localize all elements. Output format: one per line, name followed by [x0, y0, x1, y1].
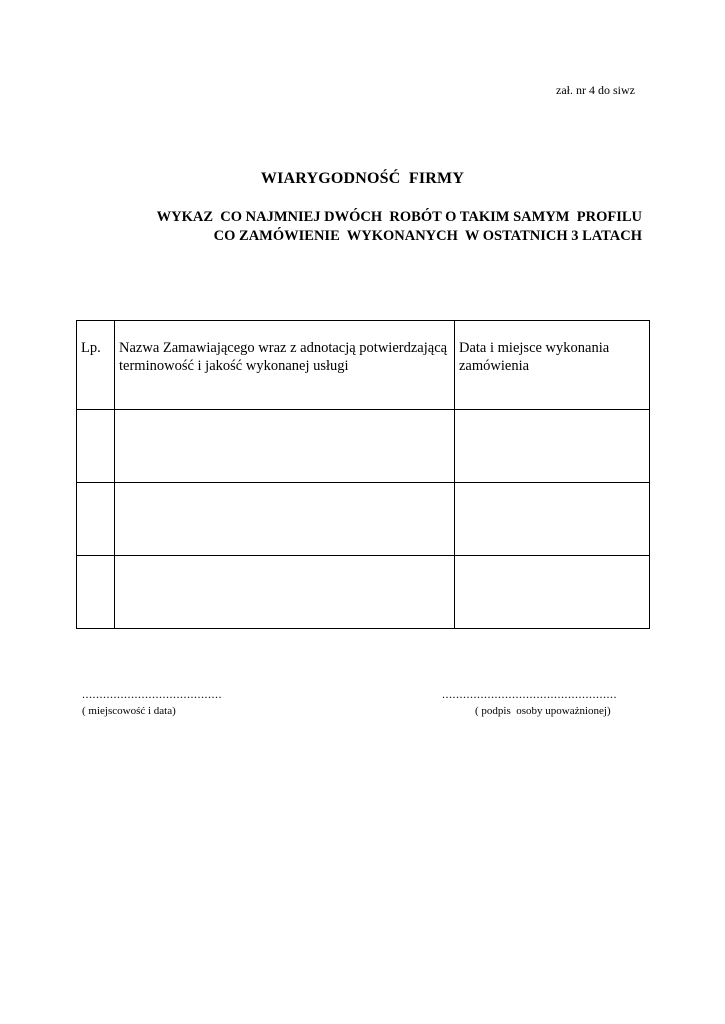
- table-cell[interactable]: [455, 410, 650, 483]
- table-cell[interactable]: [115, 483, 455, 556]
- table-cell[interactable]: [115, 556, 455, 629]
- attachment-label: zał. nr 4 do siwz: [556, 83, 635, 97]
- table-header-row: [77, 321, 650, 410]
- signature-caption: ( podpis osoby upoważnionej): [475, 705, 611, 717]
- place-date-signature-block: [82, 686, 222, 718]
- table-row: [77, 483, 650, 556]
- table-cell[interactable]: [455, 556, 650, 629]
- header-client-name: Nazwa Zamawiającego wraz z adnotacją potwierdzającą terminowość i jakość wykonanej usługi: [115, 321, 455, 410]
- header-lp: Lp.: [77, 321, 115, 410]
- subtitle-line-2: CO ZAMÓWIENIE WYKONANYCH W OSTATNICH 3 LATACH: [213, 228, 642, 244]
- place-date-dotted-line[interactable]: ........................................: [82, 687, 222, 701]
- header-date-place: Data i miejsce wykonania zamówienia: [455, 321, 650, 410]
- table-row: [77, 556, 650, 629]
- works-table: [76, 320, 650, 629]
- table-row: [77, 410, 650, 483]
- document-title: WIARYGODNOŚĆ FIRMY: [260, 170, 465, 187]
- place-date-caption: ( miejscowość i data): [82, 705, 176, 717]
- table-cell[interactable]: [455, 483, 650, 556]
- table-cell[interactable]: [77, 556, 115, 629]
- authorized-signature-block: [442, 686, 617, 718]
- document-subtitle: [80, 208, 642, 246]
- table-cell[interactable]: [115, 410, 455, 483]
- subtitle-line-1: WYKAZ CO NAJMNIEJ DWÓCH ROBÓT O TAKIM SAMYM PROFILU: [156, 209, 642, 225]
- table-cell[interactable]: [77, 483, 115, 556]
- table-cell[interactable]: [77, 410, 115, 483]
- signature-dotted-line[interactable]: ..................................................: [442, 687, 617, 701]
